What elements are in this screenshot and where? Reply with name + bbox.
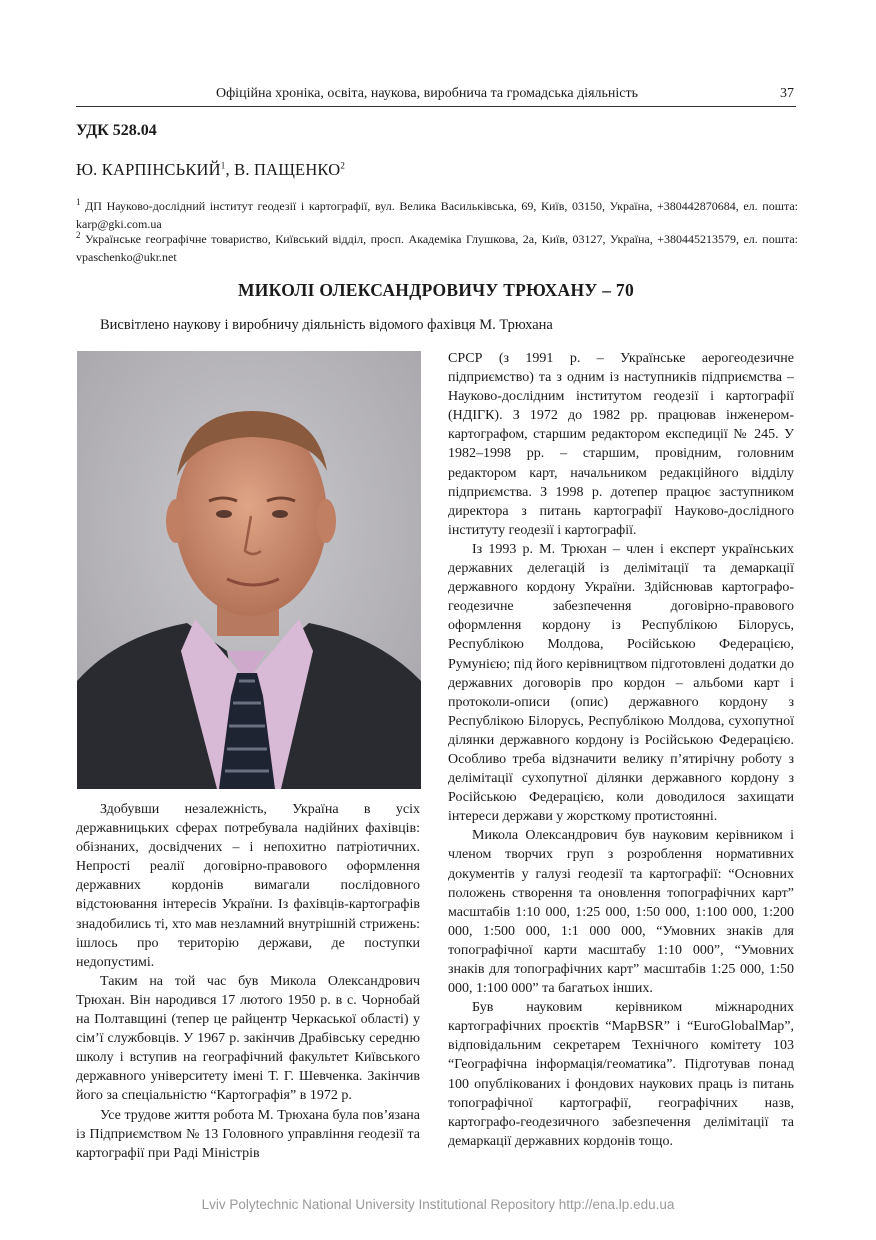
- page-number: 37: [780, 86, 794, 101]
- article-title: МИКОЛІ ОЛЕКСАНДРОВИЧУ ТРЮХАНУ – 70: [237, 280, 635, 300]
- left-paragraph-3: Усе трудове життя робота М. Трюхана була пов’язана із Підприємством № 13 Головного управління геодезії та картографії при Раді Міністрів: [76, 1107, 420, 1161]
- right-continuation: СРСР (з 1991 р. – Українське аерогеодезичне підприємство) та з одним із наступників підприємства – Науково-дослідним інститутом геодезії і картографії (НДІГК). З 1972 до 1982 рр. працював інженером-картографом, старшим редактором експедиції № 245. У 1982–1998 рр. – старшим, провідним, головним редактором карт, начальником редакційного відділу підприємства. З 1998 р. дотепер працює заступником директора з питань картографії Науково-дослідного інституту геодезії і картографії.: [448, 351, 794, 538]
- left-paragraph-1: Здобувши незалежність, Україна в усіх державницьких сферах потребувала надійних фахівців: обізнаних, досвідчених – і непохитно патріотичних. Непрості реалії договірно-правового оформлення державних кордонів вимагали послідовного відстоювання інтересів України. Із фахівців-картографів знадобились ті, хто мав незламний внутрішній стрижень: ішлось про територію держави, де поступки недопустимі.: [76, 802, 420, 970]
- affiliation-1-text: ДП Науково-дослідний інститут геодезії і картографії, вул. Велика Васильківська, 69, Київ, 03150, Україна, +380442870684, ел. пошта: karp@gki.com.ua: [76, 199, 798, 231]
- right-column: [448, 349, 794, 1151]
- udc-code: УДК 528.04: [76, 122, 157, 139]
- author-2: В. ПАЩЕНКО: [234, 160, 341, 179]
- authors-line: [76, 160, 345, 180]
- affiliation-2: [76, 230, 798, 266]
- left-paragraph-2: Таким на той час був Микола Олександрович Трюхан. Він народився 17 лютого 1950 р. в с. Чорнобай на Полтавщині (тепер це райцентр Черкаської області) у сім’ї службовців. У 1967 р. закінчив Драбівську середню школу і вступив на географічний факультет Київського державного університету імені Т. Г. Шевченка. Закінчив його за спеціальністю “Картографія” в 1972 р.: [76, 973, 420, 1104]
- portrait-photo: [77, 351, 421, 789]
- running-head: [76, 86, 796, 107]
- right-paragraph-3: Був науковим керівником міжнародних картографічних проєктів “MapBSR” і “EuroGlobalMap”, відповідальним секретарем Технічного комітету 103 “Географічна інформація/геоматика”. Підготував понад 100 опублікованих і фондових наукових праць із питань топографічної картографії, географічних назв, картографо-геодезичного забезпечення делімітації та демаркації державних кордонів тощо.: [448, 1000, 794, 1149]
- ear-left: [166, 499, 186, 543]
- author-separator: ,: [225, 160, 235, 179]
- eye-right: [272, 510, 288, 518]
- author-1: Ю. КАРПІНСЬКИЙ: [76, 160, 221, 179]
- left-column: [76, 800, 420, 1163]
- right-paragraph-1: Із 1993 р. М. Трюхан – член і експерт українських державних делегацій із делімітації та демаркації державного кордону України. Здійснював картографо-геодезичне забезпечення договірно-правового оформлення кордону із Республікою Білорусь, Республікою Молдова, Російською Федерацією, Румунією; під його керівництвом підготовлені додатки до державних договорів про кордон – альбоми карт і протоколи-описи (опис) державного кордону з Республікою Білорусь, Республікою Молдова, сухопутної ділянки державного кордону із Російською Федерацією. Особливо треба відзначити велику п’ятирічну роботу з делімітації сухопутної ділянки державного кордону з Російською Федерацією, коли доводилося захищати інтереси держави у жорсткому протистоянні.: [448, 541, 794, 825]
- eye-left: [216, 510, 232, 518]
- abstract: Висвітлено наукову і виробничу діяльність відомого фахівця М. Трюхана: [100, 317, 553, 333]
- repository-footer: Lviv Polytechnic National University Institutional Repository http://ena.lp.edu.ua: [201, 1197, 675, 1212]
- affiliation-2-text: Українське географічне товариство, Київський відділ, просп. Академіка Глушкова, 2а, Київ, 03127, Україна, +380445213579, ел. пошта: vpaschenko@ukr.net: [76, 232, 798, 264]
- ear-right: [316, 499, 336, 543]
- affiliation-1-mark: 1: [76, 197, 81, 207]
- portrait-illustration: [77, 351, 421, 789]
- affiliation-2-mark: 2: [76, 230, 81, 240]
- author-1-mark: 1: [220, 160, 226, 171]
- affiliation-1: [76, 197, 798, 233]
- author-2-mark: 2: [340, 160, 346, 171]
- running-title: Офіційна хроніка, освіта, наукова, виробнича та громадська діяльність: [216, 86, 638, 101]
- right-paragraph-2: Микола Олександрович був науковим керівником і членом творчих груп з розроблення нормативних документів у галузі геодезії та картографії: “Основних положень створення та оновлення топографічних карт” масштабів 1:10 000, 1:25 000, 1:50 000, 1:100 000, 1:200 000, 1:500 000, 1:1 000 000, “Умовних знаків для топографічної карти масштабу 1:10 000”, “Умовних знаків для топографічних карт” масштабів 1:25 000, 1:50 000, 1:100 000” та багатьох інших.: [448, 828, 794, 997]
